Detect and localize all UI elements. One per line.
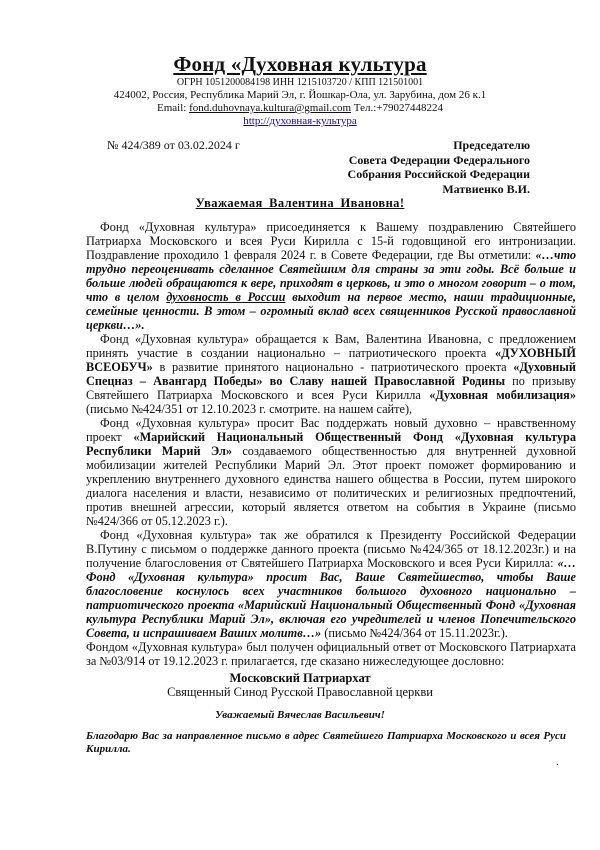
paragraph-text: создаваемого общественностью для внутренней духовной мобилизации жителей Республики Марий Эл. Этот проект поможет формированию и укреплению внутреннего духовного единства нашего общества в России, путем широкого диалога населения и власти, независимо от политических и религиозных предпочтений, против внешней агрессии, который является ответом на события в Украине (письмо №424/366 от 05.12.2023 г.). [86, 444, 577, 528]
greeting: Уважаемая Валентина Ивановна! [195, 196, 405, 210]
paragraph-congratulation [86, 220, 576, 332]
paragraph-text: Фонд «Духовная культура» присоединяется к Вашему поздравлению Святейшего Патриарха Московского и всея Руси Кирилла с 15-й годовщиной его интронизации. Поздравление проходило 1 февраля 2024 г. в Совете Федерации, где Вы отметили: [86, 220, 576, 262]
requisites: ОГРН 1051200084198 ИНН 1215103720 / КПП 121501001 [176, 77, 424, 88]
paragraph-text: Фонд «Духовная культура» так же обратился к Президенту Российской Федерации В.Путину с письмом о поддержке данного проекта (письмо №424/365 от 18.12.2023г.) и на получение благословения от Святейшего Патриарха Московского и всея Руси Кирилла: [86, 528, 576, 570]
paragraph-official-reply [86, 640, 576, 668]
reply-salutation: Уважаемый Вячеслав Васильевич! [215, 709, 385, 721]
postal-address: 424002, Россия, Республика Марий Эл, г. Йошкар-Ола, ул. Зарубина, дом 26 к.1 [113, 89, 487, 101]
paragraph-text: Фонд «Духовная культура» просит Вас поддержать новый духовно – нравственному проект [86, 416, 576, 444]
addressee-line: Собрания Российской Федерации [347, 167, 530, 181]
paragraph-text: в развитие принятого национально - патриотического проекта [152, 360, 514, 374]
quote-underlined: духовность в России [166, 290, 286, 304]
quote-text: «…что трудно переоценивать сделанное Святейшим для страны за эти годы. Всё больше и больше людей обращаются к вере, приходят в церковь, и это о многом говорит – о том, что в целом [86, 248, 576, 304]
project-name: «Духовная мобилизация» [429, 388, 576, 402]
paragraph-text: (письмо №424/364 от 15.11.2023г.). [321, 626, 508, 640]
paragraph-proposal [86, 332, 576, 416]
email-link[interactable]: fond.duhovnaya.kultura@gmail.com [189, 102, 352, 114]
website-line [0, 115, 600, 128]
foundation-title: Фонд «Духовная культура [173, 52, 427, 76]
paragraph-text: Фондом «Духовная культура» был получен официальный ответ от Московского Патриархата за №03/914 от 19.12.2023 г. прилагается, где сказано нижеследующее дословно: [86, 640, 576, 668]
email-label: Email: [157, 102, 190, 114]
addressee-line: Совета Федерации Федерального [348, 152, 530, 167]
addressee-line: Председателю [453, 138, 530, 152]
paragraph-text: Фонд «Духовная культура» обращается к Вам, Валентина Ивановна, с предложением принять участие в создании национально – патриотического проекта [86, 332, 576, 360]
stray-dot: . [556, 756, 559, 768]
reply-organization: Московский Патриархат [229, 671, 371, 685]
quote-text: «…Фонд «Духовная культура» просит Вас, Ваше Святейшество, чтобы Ваше благословение коснулось всех участников большого духовного национально – патриотического проекта «Марийский Национальный Общественный Фонд «Духовная культура Республики Марий Эл», включая его учредителей и членов Попечительского Совета, и испрашиваем Ваших молитв…» [86, 556, 576, 640]
paragraph-text: (письмо №424/351 от 12.10.2023 г. смотрите. на нашем сайте), [86, 402, 413, 416]
reply-synod: Священный Синод Русской Православной церкви [167, 685, 433, 699]
reply-thanks: Благодарю Вас за направленное письмо в адрес Святейшего Патриарха Московского и всея Руси Кирилла. [86, 730, 566, 755]
addressee-line: Матвиенко В.И. [442, 181, 530, 196]
project-name: «Марийский Национальный Общественный Фонд «Духовная культура Республики Марий Эл» [86, 430, 576, 458]
contact-line [0, 102, 600, 115]
paragraph-president-appeal [86, 528, 576, 640]
addressee-block [348, 138, 530, 196]
website-link[interactable]: http://духовная-культура [243, 115, 357, 127]
paragraph-text: по призыву Святейшего Патриарха Московского и всея Руси Кирилла [86, 374, 577, 402]
paragraph-support-request [86, 416, 576, 528]
phone: Тел.:+79027448224 [351, 102, 443, 114]
project-name: «ДУХОВНЫЙ ВСЕОБУЧ» [86, 346, 576, 374]
document-number: № 424/389 от 03.02.2024 г [107, 138, 240, 152]
meta-row [0, 138, 600, 196]
quote-text: выходит на первое место, наши традиционные, семейные ценности. В этом – огромный вклад всех священников Русской православной церкви…». [86, 290, 576, 332]
project-name: «Духовный Спецназ – Авангард Победы» во Славу нашей Православной Родины [86, 360, 576, 388]
